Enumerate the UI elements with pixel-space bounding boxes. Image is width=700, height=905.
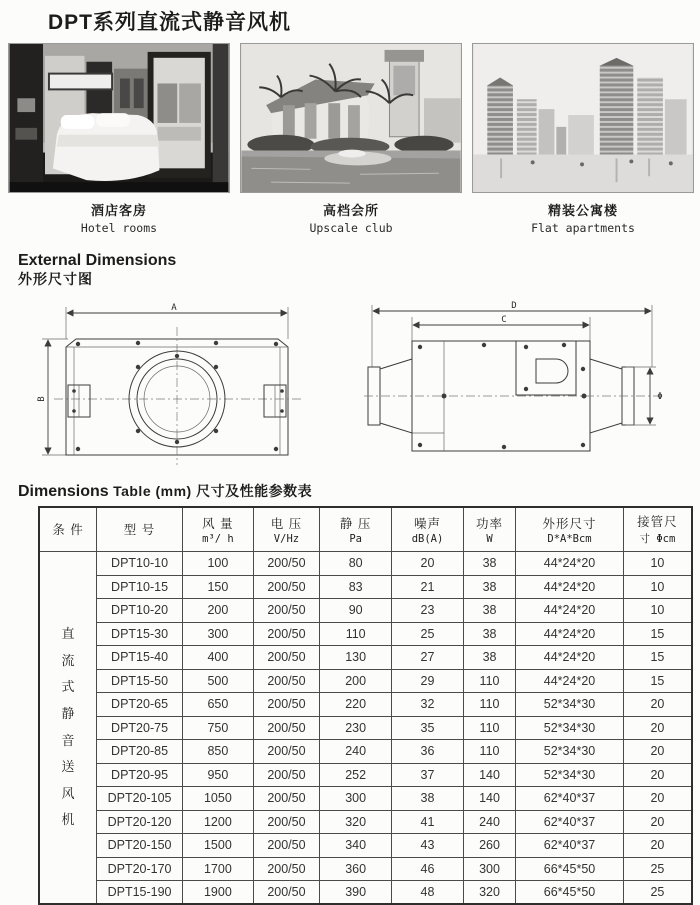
caption-en-club: Upscale club	[240, 221, 462, 235]
spec-cell: 360	[320, 857, 392, 881]
spec-cell: 44*24*20	[516, 575, 624, 599]
spec-cell: 25	[623, 881, 692, 905]
spec-cell: 140	[463, 763, 515, 787]
spec-cell: 150	[183, 575, 254, 599]
spec-cell: 110	[320, 622, 392, 646]
spec-cell: 200	[320, 669, 392, 693]
side-body-label: C	[501, 315, 506, 325]
spec-row	[39, 622, 692, 646]
front-height-label: B	[37, 396, 47, 401]
front-view-screws	[72, 340, 284, 450]
spec-cell: 200/50	[253, 669, 320, 693]
spec-row	[39, 787, 692, 811]
spec-cell: 38	[392, 787, 464, 811]
spec-cell: DPT15-50	[96, 669, 182, 693]
spec-cell: 200/50	[253, 716, 320, 740]
spec-cell: 1200	[183, 810, 254, 834]
spec-cell: 230	[320, 716, 392, 740]
spec-cell: DPT20-120	[96, 810, 182, 834]
spec-cell: 1500	[183, 834, 254, 858]
spec-cell: 200/50	[253, 693, 320, 717]
spec-row	[39, 599, 692, 623]
condition-cell	[39, 552, 96, 905]
spec-cell: 300	[183, 622, 254, 646]
spec-cell: 252	[320, 763, 392, 787]
spec-row	[39, 575, 692, 599]
spec-table-body	[39, 552, 692, 905]
spec-cell: 200/50	[253, 810, 320, 834]
spec-cell: 62*40*37	[516, 787, 624, 811]
spec-cell: 200/50	[253, 646, 320, 670]
spec-cell: 66*45*50	[516, 881, 624, 905]
spec-cell: 20	[623, 810, 692, 834]
spec-row	[39, 810, 692, 834]
spec-cell: 27	[392, 646, 464, 670]
spec-cell: DPT10-20	[96, 599, 182, 623]
spec-cell: 29	[392, 669, 464, 693]
header-power: 功率 W	[463, 507, 515, 552]
photo-captions-hotel	[8, 200, 230, 235]
spec-cell: 10	[623, 552, 692, 576]
spec-cell: 100	[183, 552, 254, 576]
spec-cell: 52*34*30	[516, 763, 624, 787]
dimension-drawings	[8, 291, 692, 467]
caption-zh-hotel: 酒店客房	[8, 200, 230, 219]
spec-cell: 38	[463, 599, 515, 623]
spec-cell: 500	[183, 669, 254, 693]
spec-cell: 66*45*50	[516, 857, 624, 881]
spec-cell: 20	[623, 740, 692, 764]
spec-cell: 20	[623, 693, 692, 717]
spec-cell: 25	[623, 857, 692, 881]
spec-cell: 340	[320, 834, 392, 858]
spec-cell: 200/50	[253, 763, 320, 787]
spec-cell: 200/50	[253, 881, 320, 905]
spec-cell: DPT20-85	[96, 740, 182, 764]
spec-cell: 52*34*30	[516, 740, 624, 764]
spec-cell: 20	[623, 716, 692, 740]
spec-table-heading-rest: Table (mm) 尺寸及性能参数表	[109, 483, 312, 499]
header-voltage: 电 压 V/Hz	[253, 507, 320, 552]
spec-cell: 44*24*20	[516, 552, 624, 576]
caption-zh-club: 高档会所	[240, 200, 462, 219]
side-total-label: D	[511, 301, 516, 311]
side-view-drawing	[364, 299, 674, 467]
spec-row	[39, 669, 692, 693]
spec-cell: 23	[392, 599, 464, 623]
spec-cell: DPT15-190	[96, 881, 182, 905]
photo-card-club	[240, 43, 462, 235]
spec-cell: 20	[623, 787, 692, 811]
spec-row	[39, 834, 692, 858]
photo-card-hotel	[8, 43, 230, 235]
spec-cell: 130	[320, 646, 392, 670]
spec-cell: 38	[463, 575, 515, 599]
spec-cell: 38	[463, 552, 515, 576]
spec-cell: 15	[623, 669, 692, 693]
spec-cell: 35	[392, 716, 464, 740]
spec-cell: 32	[392, 693, 464, 717]
spec-table-heading	[18, 481, 692, 501]
spec-row	[39, 763, 692, 787]
spec-row	[39, 881, 692, 905]
caption-en-hotel: Hotel rooms	[8, 221, 230, 235]
spec-cell: 390	[320, 881, 392, 905]
spec-cell: DPT20-105	[96, 787, 182, 811]
spec-cell: 240	[463, 810, 515, 834]
front-view-drawing	[26, 299, 326, 467]
header-airflow: 风 量 m³/ h	[183, 507, 254, 552]
header-outline-size: 外形尺寸 D*A*Bcm	[516, 507, 624, 552]
spec-cell: 200/50	[253, 552, 320, 576]
spec-cell: 200/50	[253, 740, 320, 764]
spec-cell: 21	[392, 575, 464, 599]
spec-cell: 36	[392, 740, 464, 764]
spec-cell: 80	[320, 552, 392, 576]
condition-vertical-label: 直流式静音送风机	[61, 621, 76, 834]
spec-cell: DPT20-170	[96, 857, 182, 881]
spec-cell: 240	[320, 740, 392, 764]
front-width-label: A	[171, 303, 177, 313]
spec-cell: 44*24*20	[516, 646, 624, 670]
spec-cell: 48	[392, 881, 464, 905]
header-static-pressure: 静 压 Pa	[320, 507, 392, 552]
spec-cell: 110	[463, 693, 515, 717]
header-noise: 噪声 dB(A)	[392, 507, 464, 552]
spec-table-heading-bold: Dimensions	[18, 483, 109, 500]
page-title: DPT系列直流式静音风机	[48, 6, 692, 36]
spec-cell: 62*40*37	[516, 810, 624, 834]
header-duct-size: 接管尺 寸 Φcm	[623, 507, 692, 552]
spec-cell: 650	[183, 693, 254, 717]
spec-cell: 200/50	[253, 834, 320, 858]
spec-cell: DPT10-15	[96, 575, 182, 599]
external-dimensions-heading-en: External Dimensions	[18, 251, 692, 271]
spec-cell: 90	[320, 599, 392, 623]
spec-cell: 52*34*30	[516, 693, 624, 717]
spec-cell: 41	[392, 810, 464, 834]
spec-cell: 200/50	[253, 599, 320, 623]
spec-cell: DPT20-75	[96, 716, 182, 740]
spec-cell: 320	[463, 881, 515, 905]
spec-cell: 220	[320, 693, 392, 717]
spec-cell: 15	[623, 646, 692, 670]
external-dimensions-heading	[18, 251, 692, 289]
spec-row	[39, 552, 692, 576]
spec-cell: 950	[183, 763, 254, 787]
spec-row	[39, 740, 692, 764]
spec-cell: DPT20-95	[96, 763, 182, 787]
spec-cell: 110	[463, 669, 515, 693]
spec-cell: 1700	[183, 857, 254, 881]
external-dimensions-heading-zh: 外形尺寸图	[18, 271, 692, 289]
duct-diameter-label: Φ	[657, 392, 662, 402]
spec-cell: 400	[183, 646, 254, 670]
spec-cell: 260	[463, 834, 515, 858]
caption-en-apartments: Flat apartments	[472, 221, 694, 235]
header-condition: 条 件	[39, 507, 96, 552]
application-photos	[8, 43, 692, 235]
photo-card-apartments	[472, 43, 694, 235]
hotel-room-photo	[8, 43, 230, 193]
spec-cell: 46	[392, 857, 464, 881]
spec-cell: 10	[623, 599, 692, 623]
spec-cell: 300	[320, 787, 392, 811]
spec-cell: 44*24*20	[516, 599, 624, 623]
spec-cell: 320	[320, 810, 392, 834]
spec-cell: 1900	[183, 881, 254, 905]
photo-captions-apartments	[472, 200, 694, 235]
spec-row	[39, 857, 692, 881]
spec-cell: 200/50	[253, 622, 320, 646]
spec-cell: 20	[623, 834, 692, 858]
spec-cell: 20	[623, 763, 692, 787]
caption-zh-apartments: 精装公寓楼	[472, 200, 694, 219]
upscale-club-photo	[240, 43, 462, 193]
spec-cell: DPT10-10	[96, 552, 182, 576]
spec-cell: 43	[392, 834, 464, 858]
spec-cell: 110	[463, 716, 515, 740]
spec-cell: DPT15-40	[96, 646, 182, 670]
spec-cell: 44*24*20	[516, 669, 624, 693]
spec-cell: 10	[623, 575, 692, 599]
spec-cell: 200	[183, 599, 254, 623]
spec-cell: 83	[320, 575, 392, 599]
spec-cell: 1050	[183, 787, 254, 811]
spec-row	[39, 693, 692, 717]
spec-cell: 110	[463, 740, 515, 764]
spec-cell: 20	[392, 552, 464, 576]
spec-cell: 200/50	[253, 857, 320, 881]
spec-row	[39, 716, 692, 740]
spec-row	[39, 646, 692, 670]
spec-cell: 750	[183, 716, 254, 740]
spec-cell: 850	[183, 740, 254, 764]
spec-table-header	[39, 507, 692, 552]
spec-cell: 44*24*20	[516, 622, 624, 646]
spec-cell: 52*34*30	[516, 716, 624, 740]
header-model: 型 号	[96, 507, 182, 552]
spec-cell: 38	[463, 646, 515, 670]
spec-cell: 140	[463, 787, 515, 811]
flat-apartments-photo	[472, 43, 694, 193]
spec-cell: 15	[623, 622, 692, 646]
spec-cell: 37	[392, 763, 464, 787]
spec-cell: 200/50	[253, 787, 320, 811]
spec-cell: DPT20-65	[96, 693, 182, 717]
photo-captions-club	[240, 200, 462, 235]
spec-cell: 38	[463, 622, 515, 646]
spec-cell: DPT15-30	[96, 622, 182, 646]
spec-table	[38, 506, 693, 905]
spec-cell: 300	[463, 857, 515, 881]
spec-cell: 200/50	[253, 575, 320, 599]
spec-cell: 62*40*37	[516, 834, 624, 858]
spec-cell: 25	[392, 622, 464, 646]
spec-cell: DPT20-150	[96, 834, 182, 858]
